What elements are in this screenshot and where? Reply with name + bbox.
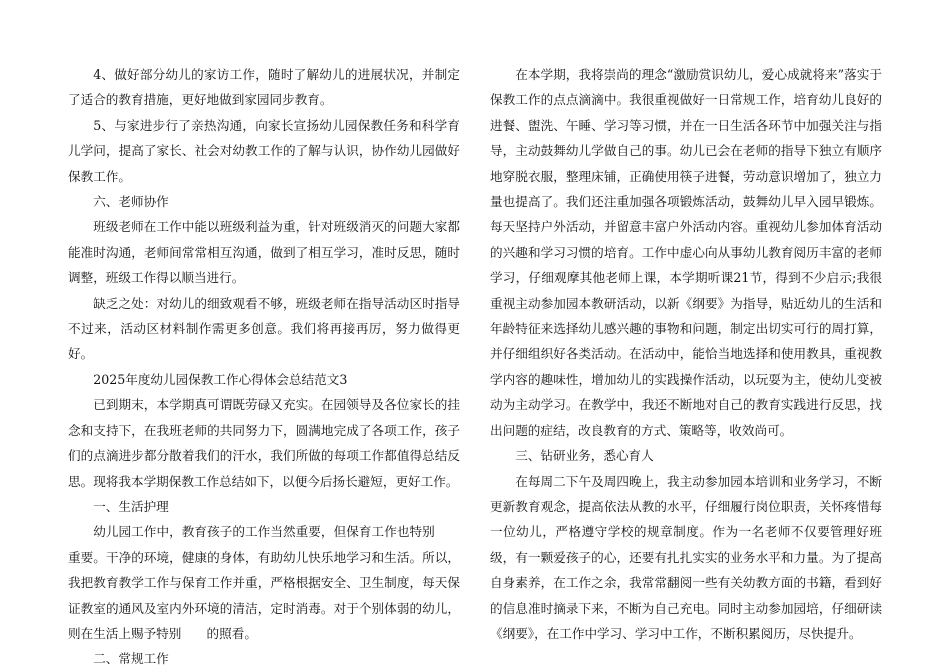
paragraph-parent-communication: 5、与家进步行了亲热沟通，向家长宣扬幼儿园保教任务和科学育儿学问，提高了家长、社会对幼教工作的了解与认识，协作幼儿园做好保教工作。 <box>68 117 460 184</box>
paragraph-shortcomings: 缺乏之处：对幼儿的细致观看不够，班级老师在指导活动区时指导不过来，活动区材料制作需更多创意。我们将再接再厉，努力做得更好。 <box>68 295 460 362</box>
right-column <box>490 62 882 646</box>
heading-life-care: 一、生活护理 <box>93 498 169 514</box>
heading-professional-study: 三、钻研业务，悉心育人 <box>515 448 654 464</box>
document-title: 2025年度幼儿园保教工作心得体会总结范文3 <box>93 371 348 387</box>
paragraph-professional-study: 在每周二下午及周四晚上，我主动参加园本培训和业务学习，不断更新教育观念，提高依法从教的水平，仔细履行岗位职责，关怀疼惜每一位幼儿，严格遵守学校的规章制度。作为一名老师不仅要管理好班级，有一颗爱孩子的心，还要有扎扎实实的业务水平和力量。为了提高自身素养，在工作之余，我常常翻阅一些有关幼教方面的书籍，看到好的信息准时摘录下来，不断为自己充电。同时主动参加园培，仔细研读《纲要》，在工作中学习、学习中工作，不断积累阅历，尽快提升。 <box>490 473 882 641</box>
paragraph-routine-details: 在本学期，我将崇尚的理念“激励赏识幼儿，爱心成就将来”落实于保教工作的点点滴滴中。我很重视做好一日常规工作，培育幼儿良好的进餐、盥洗、午睡、学习等习惯，并在一日生活各环节中加强关注与指导，主动鼓舞幼儿学做自己的事。幼儿已会在老师的指导下独立有顺序地穿脱衣服，整理床铺，正确使用筷子进餐，劳动意识增加了，独立力量也提高了。我们还注重加强各项锻炼活动，鼓舞幼儿早入园早锻炼。每天坚持户外活动，并留意丰富户外活动内容。重视幼儿参加体育活动的兴趣和学习习惯的培育。工作中虚心向从事幼儿教育阅历丰富的老师学习，仔细观摩其他老师上课，本学期听课21节，得到不少启示;我很重视主动参加园本教研活动，以新《纲要》为指导，贴近幼儿的生活和年龄特征来选择幼儿感兴趣的事物和问题，制定出切实可行的周打算，并仔细组织好各类活动。在活动中，能恰当地选择和使用教具，重视教学内容的趣味性，增加幼儿的实践操作活动，以玩耍为主，使幼儿变被动为主动学习。在教学中，我还不断地对自己的教育实践进行反思，找出问题的症结，改良教育的方式、策略等，收效尚可。 <box>490 67 882 438</box>
life-care-text-1: 幼儿园工作中，教育孩子的工作当然重要，但保育工作也特别 <box>93 524 435 540</box>
left-column <box>68 62 460 672</box>
heading-teacher-cooperation: 六、老师协作 <box>93 194 169 210</box>
heading-routine-work: 二、常规工作 <box>93 651 169 667</box>
life-care-text-3: 的照看。 <box>206 625 257 641</box>
paragraph-semester-summary: 已到期末，本学期真可谓既劳碌又充实。在园领导及各位家长的挂念和支持下，在我班老师的共同努力下，圆满地完成了各项工作，孩子们的点滴进步都分散着我们的汗水，我们所做的每项工作都值得总结反思。现将我本学期保教工作总结如下，以便今后扬长避短，更好工作。 <box>68 397 460 489</box>
life-care-text-2: 重要。干净的环境，健康的身体，有助幼儿快乐地学习和生活。所以，我把教育教学工作与保育工作并重，严格根据安全、卫生制度，每天保证教室的通风及室内外环境的清洁，定时消毒。对于个别体弱的幼儿，则在生活上赐予特别 <box>68 549 460 641</box>
paragraph-life-care <box>68 519 460 646</box>
paragraph-home-visits: 4、做好部分幼儿的家访工作，随时了解幼儿的进展状况，并制定了适合的教育措施，更好地做到家园同步教育。 <box>68 67 460 108</box>
paragraph-teacher-cooperation: 班级老师在工作中能以班级利益为重，针对班级消灭的问题大家都能准时沟通，老师间常常相互沟通，做到了相互学习，准时反思，随时调整，班级工作得以顺当进行。 <box>68 219 460 286</box>
